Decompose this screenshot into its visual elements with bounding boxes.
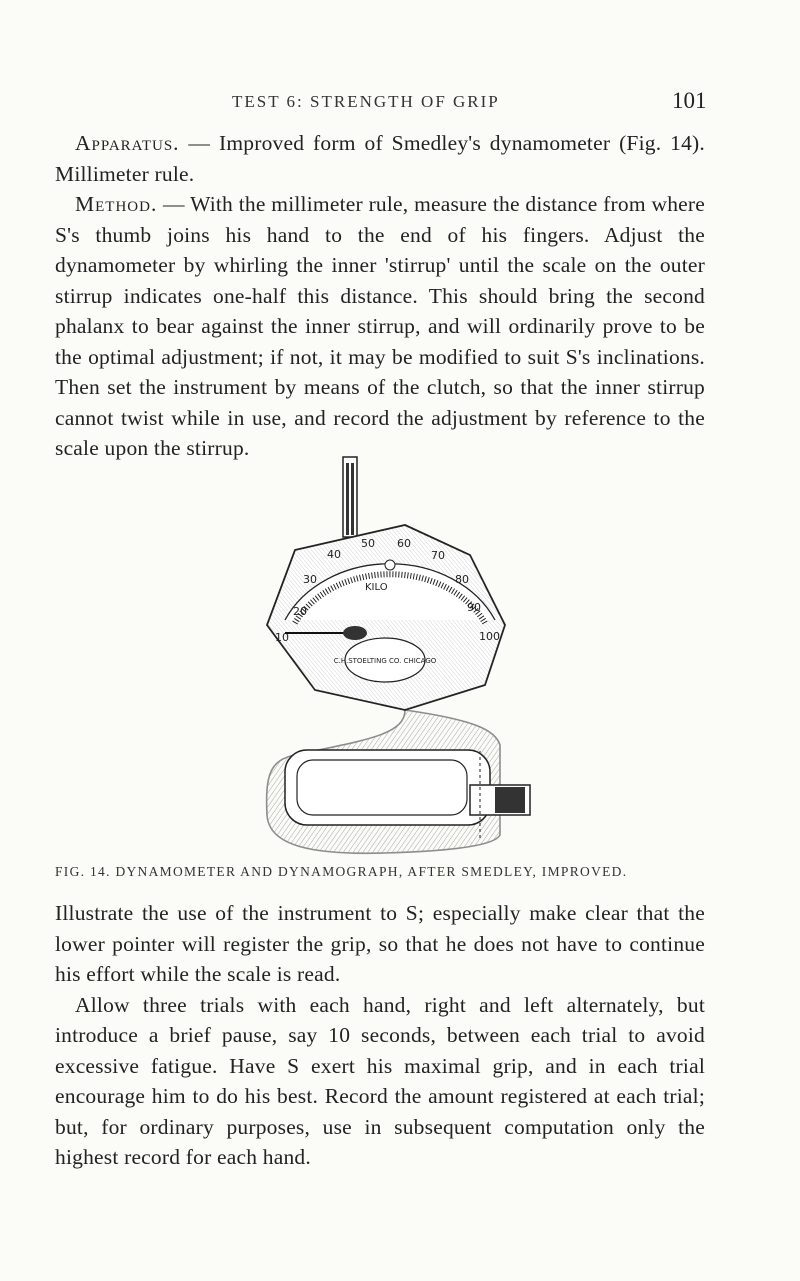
pointer-hub <box>343 626 367 640</box>
page-number: 101 <box>672 88 707 113</box>
method-text: — With the millimeter rule, measure the distance from where S's thumb joins his hand to the end of his fingers. Adjust the dynamometer by whirling the inner 'stirrup' until the scale on the outer stirrup indicates one-half this distance. This should bring the second phalanx to bear against the inner stirrup, and will ordinarily prove to be the optimal adjustment; if not, it may be modified to suit S's inclinations. Then set the instrument by means of the clutch, so that the inner stirrup cannot twist while in use, and record the adjustment by reference to the scale upon the stirrup. <box>55 192 705 460</box>
dynamometer-illustration <box>255 455 555 855</box>
dynamometer-figure <box>255 455 555 855</box>
dial-label: 100 <box>479 630 500 643</box>
page-header <box>0 88 800 122</box>
maker-label: C.H.STOELTING CO. CHICAGO <box>333 657 437 665</box>
top-text-block <box>55 128 705 464</box>
apparatus-paragraph <box>55 128 705 189</box>
clutch-knob <box>495 787 525 813</box>
dial-label: 20 <box>293 605 307 618</box>
method-paragraph <box>55 189 705 464</box>
trials-paragraph: Allow three trials with each hand, right and left alternately, but introduce a brief pause, say 10 seconds, between each trial to avoid excessive fatigue. Have S exert his maximal grip, and in each trial encourage him to do his best. Record the amount registered at each trial; but, for ordinary purposes, use in subsequent computation only the highest record for each hand. <box>55 992 705 1169</box>
dial-label: 70 <box>431 549 445 562</box>
kilo-label: KILO <box>365 582 388 593</box>
dial-label: 40 <box>327 548 341 561</box>
dial-label: 80 <box>455 573 469 586</box>
apparatus-text: — Improved form of Smedley's dynamometer (Fig. 14). Millimeter rule. <box>55 131 705 186</box>
running-head: TEST 6: STRENGTH OF GRIP <box>232 92 500 111</box>
dial-label: 90 <box>467 601 481 614</box>
apparatus-label: Apparatus. <box>75 131 180 155</box>
dial-label: 60 <box>397 537 411 550</box>
dial-label: 50 <box>361 537 375 550</box>
instruction-paragraph: Illustrate the use of the instrument to S; especially make clear that the lower pointer will register the grip, so that he does not have to continue his effort while the scale is read. <box>55 901 705 986</box>
figure-caption: FIG. 14. DYNAMOMETER AND DYNAMOGRAPH, AFTER SMEDLEY, IMPROVED. <box>55 864 628 879</box>
dial-label: 10 <box>275 631 289 644</box>
dial-label: 30 <box>303 573 317 586</box>
stem <box>343 457 357 537</box>
method-label: Method. <box>75 192 158 216</box>
bottom-text-block <box>55 898 705 1173</box>
dial-pivot <box>385 560 395 570</box>
